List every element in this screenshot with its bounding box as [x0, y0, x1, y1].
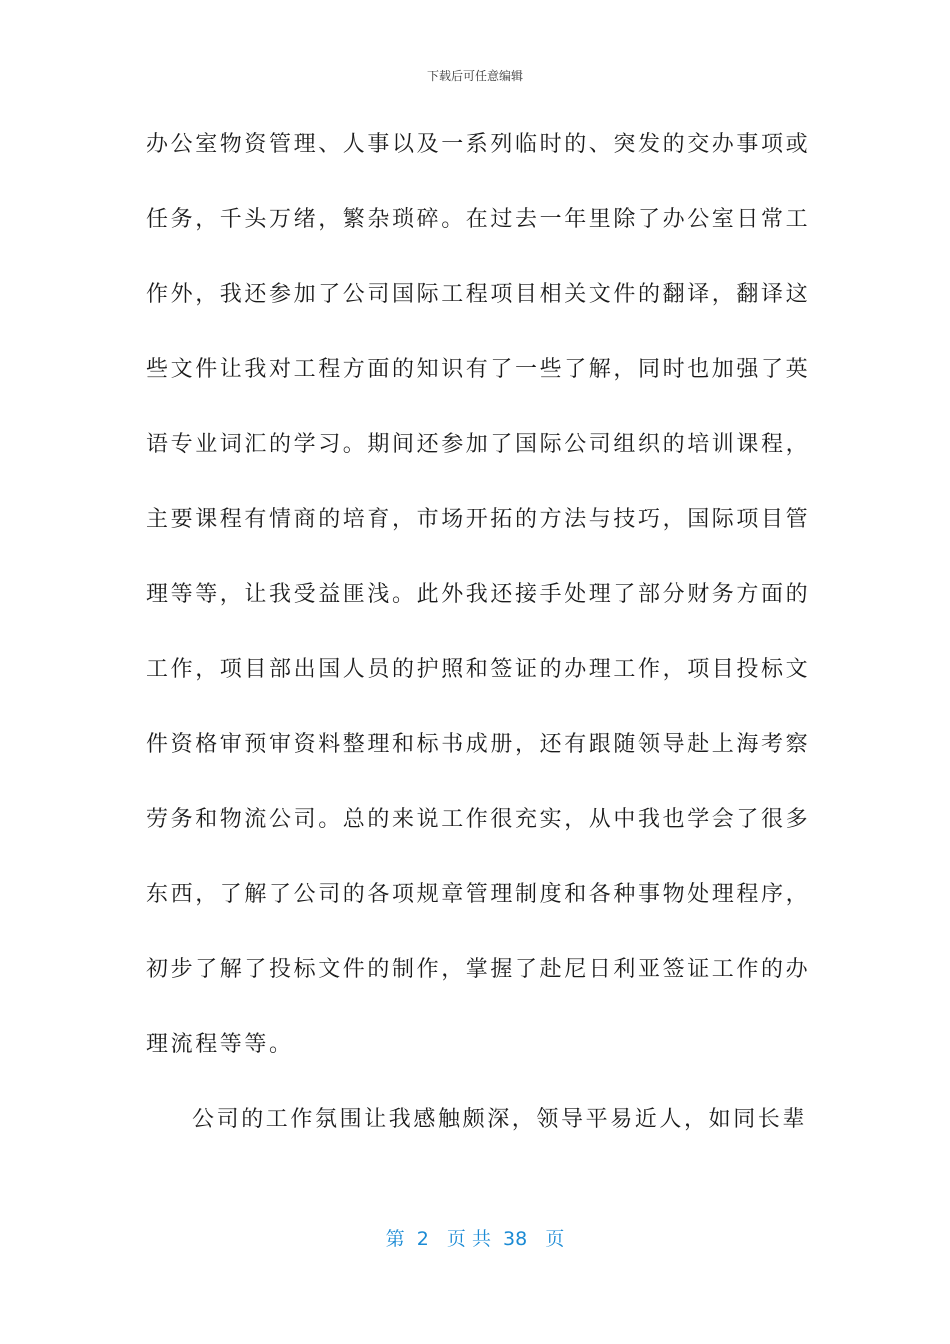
text-line: 件资格审预审资料整理和标书成册，还有跟随领导赴上海考察	[146, 732, 811, 757]
text-line: 办公室物资管理、人事以及一系列临时的、突发的交办事项或	[146, 132, 811, 157]
page-header-note: 下载后可任意编辑	[426, 69, 523, 83]
text-line: 任务，千头万绪，繁杂琐碎。在过去一年里除了办公室日常工	[146, 207, 811, 232]
text-line: 作外，我还参加了公司国际工程项目相关文件的翻译，翻译这	[146, 282, 811, 307]
paragraph-first-line: 公司的工作氛围让我感触颇深，领导平易近人，如同长辈	[192, 1107, 808, 1132]
text-line: 劳务和物流公司。总的来说工作很充实，从中我也学会了很多	[146, 807, 811, 832]
text-line: 语专业词汇的学习。期间还参加了国际公司组织的培训课程，	[146, 432, 811, 457]
text-line: 理等等，让我受益匪浅。此外我还接手处理了部分财务方面的	[146, 582, 811, 607]
text-line: 工作，项目部出国人员的护照和签证的办理工作，项目投标文	[146, 657, 811, 682]
text-line: 东西，了解了公司的各项规章管理制度和各种事物处理程序，	[146, 882, 811, 907]
text-line: 初步了解了投标文件的制作，掌握了赴尼日利亚签证工作的办	[146, 957, 811, 982]
text-line: 理流程等等。	[146, 1032, 294, 1057]
document-body	[146, 126, 811, 1176]
page-number-footer: 第 2 页 共 38 页	[385, 1228, 565, 1250]
text-line: 些文件让我对工程方面的知识有了一些了解，同时也加强了英	[146, 357, 811, 382]
text-line: 主要课程有情商的培育，市场开拓的方法与技巧，国际项目管	[146, 507, 811, 532]
